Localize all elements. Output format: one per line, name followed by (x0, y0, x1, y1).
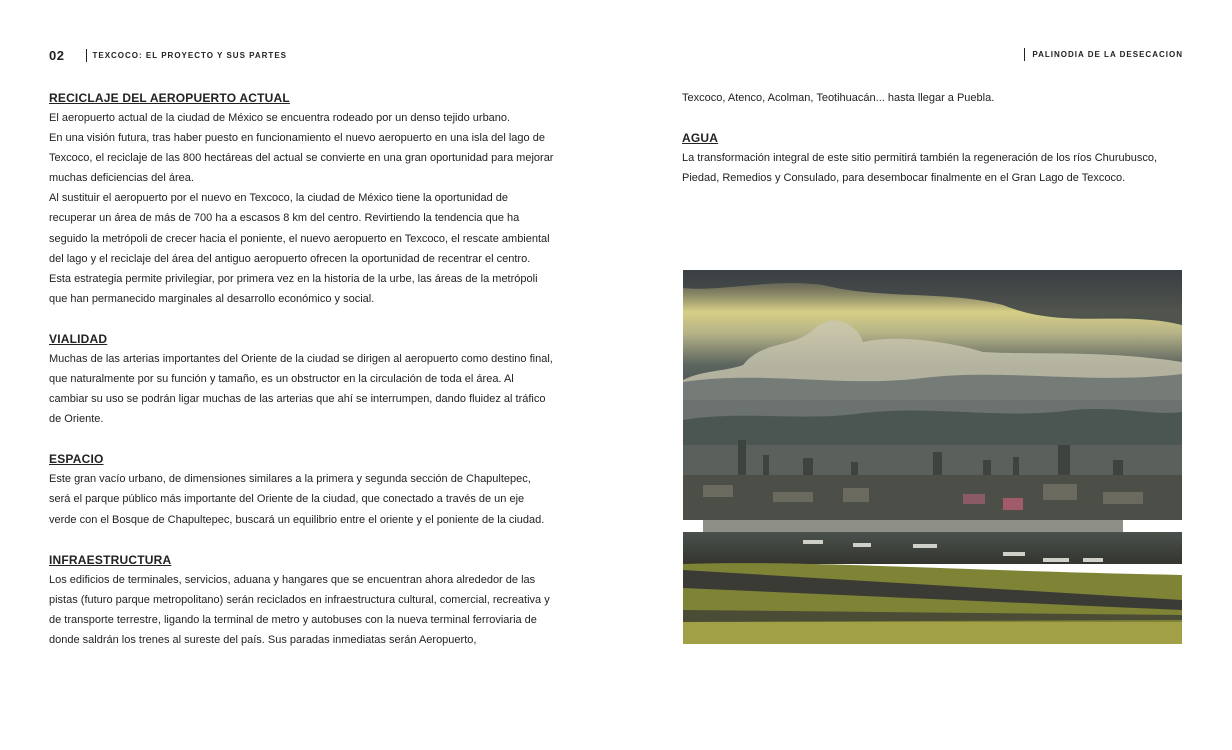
section-heading: INFRAESTRUCTURA (49, 552, 172, 567)
header-left (49, 48, 287, 63)
section-heading: ESPACIO (49, 452, 104, 467)
terminal-strip (703, 520, 1123, 534)
paragraph: Muchas de las arterias importantes del Oriente de la ciudad se dirigen al aeropuerto como destino final, que naturalmente por su función y tamaño, es un obstructor en la circulación de toda el área. Al cambiar su uso se podrán ligar muchas de las arterias que ahí se interrumpen, dando fluidez al tráfico de Oriente. (49, 352, 553, 426)
section-title: TEXCOCO: EL PROYECTO Y SUS PARTES (92, 51, 287, 60)
section-infraestructura (49, 550, 554, 650)
paragraph: Texcoco, Atenco, Acolman, Teotihuacán... hasta llegar a Puebla. (682, 92, 995, 104)
paragraph: Los edificios de terminales, servicios, aduana y hangares que se encuentran ahora alrededor de las pistas (futuro parque metropolitano) serán reciclados en infraestructura cultural, comercial, recreativa y de transporte terrestre, ligando la terminal de metro y autobuses con la nueva terminal ferroviaria de donde saldrán los trenes al sureste del país. Sus paradas inmediatas serán Aeropuerto, (49, 573, 550, 646)
section-heading: RECICLAJE DEL AEROPUERTO ACTUAL (49, 91, 290, 105)
right-column (682, 88, 1182, 208)
chapter-title: PALINODIA DE LA DESECACION (1032, 50, 1183, 59)
section-heading: VIALIDAD (49, 331, 108, 346)
city-photo (683, 270, 1182, 644)
bright-grass (683, 622, 1182, 644)
header-divider (1024, 48, 1025, 61)
paragraph: Este gran vacío urbano, de dimensiones similares a la primera y segunda sección de Chapultepec, será el parque público más importante del Oriente de la ciudad, que conectado a través de un eje verde con el Bosque de Chapultepec, buscará un equilibrio entre el oriente y el poniente de la ciudad. (49, 473, 545, 526)
continuation (682, 88, 1182, 108)
left-column (49, 88, 554, 670)
paragraph: El aeropuerto actual de la ciudad de México se encuentra rodeado por un denso tejido urbano. (49, 112, 511, 124)
paragraph: En una visión futura, tras haber puesto en funcionamiento el nuevo aeropuerto en una isla del lago de Texcoco, el reciclaje de las 800 hectáreas del actual se convierte en una gran oportunidad para mejorar muchas deficiencias del área. (49, 132, 554, 185)
paragraph: La transformación integral de este sitio permitirá también la regeneración de los ríos Churubusco, Piedad, Remedios y Consulado, para desembocar finalmente en el Gran Lago de Texcoco. (682, 152, 1158, 185)
page-number: 02 (49, 48, 65, 63)
section-agua (682, 128, 1182, 188)
section-heading: AGUA (682, 131, 719, 146)
header-right (1024, 48, 1183, 61)
section-reciclaje (49, 88, 554, 309)
paragraph: Al sustituir el aeropuerto por el nuevo en Texcoco, la ciudad de México tiene la oportunidad de recuperar un área de más de 700 ha a escasos 8 km del centro. Revirtiendo la tendencia que ha seguido la metrópoli de crecer hacia el poniente, el nuevo aeropuerto en Texcoco, el rescate ambiental del lago y el reciclaje del área del antiguo aeropuerto ofrecen la oportunidad de recentrar el centro. Esta estrategia permite privilegiar, por primera vez en la historia de la urbe, las áreas de la metrópoli que han permanecido marginales al desarrollo económico y social. (49, 192, 550, 305)
header-divider (86, 49, 87, 62)
section-vialidad (49, 329, 554, 429)
section-espacio (49, 449, 554, 529)
